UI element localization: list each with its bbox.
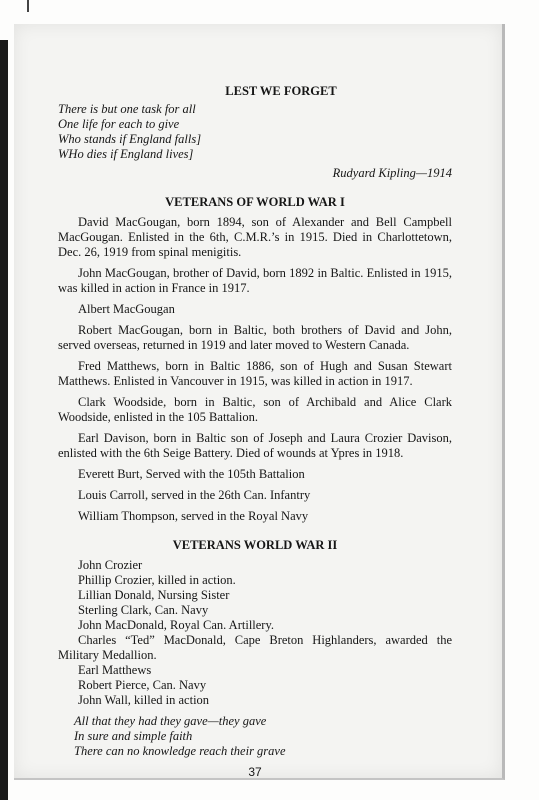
ww1-entry: Earl Davison, born in Baltic son of Joseph and Laura Crozier Davison, enlisted with the 6th Seige Battery. Died of wounds at Ypres in 1918. <box>58 431 452 460</box>
scan-artifact-mark <box>27 0 29 12</box>
ww1-entry: Everett Burt, Served with the 105th Battalion <box>78 467 305 481</box>
ww2-entry: Phillip Crozier, killed in action. <box>78 573 236 587</box>
poem-line: There is but one task for all <box>58 102 196 116</box>
ww2-entry: Sterling Clark, Can. Navy <box>78 603 209 617</box>
book-binding-edge <box>0 40 8 800</box>
page-title: LEST WE FORGET <box>225 84 337 98</box>
ww2-heading: VETERANS WORLD WAR II <box>172 538 338 552</box>
ww1-entry: Clark Woodside, born in Baltic, son of Archibald and Alice Clark Woodside, enlisted in the 105 Battalion. <box>58 395 452 424</box>
ww2-entry: John Wall, killed in action <box>78 693 210 707</box>
opening-poem <box>58 102 452 162</box>
closing-poem <box>58 714 452 759</box>
closing-poem-line: All that they had they gave—they gave <box>74 714 267 728</box>
ww1-entry: Robert MacGougan, born in Baltic, both brothers of David and John, served overseas, returned in 1919 and later moved to Western Canada. <box>58 323 452 352</box>
poem-attribution: Rudyard Kipling—1914 <box>332 166 452 180</box>
closing-poem-line: In sure and simple faith <box>74 729 193 743</box>
ww1-entry: William Thompson, served in the Royal Navy <box>78 509 309 523</box>
ww1-entry: Albert MacGougan <box>78 302 175 316</box>
ww2-entry: John MacDonald, Royal Can. Artillery. <box>78 618 275 632</box>
ww2-entry: Charles “Ted” MacDonald, Cape Breton Highlanders, awarded the Military Medallion. <box>58 633 452 662</box>
poem-line: One life for each to give <box>58 117 180 131</box>
ww2-entry: Robert Pierce, Can. Navy <box>78 678 207 692</box>
ww1-entry: John MacGougan, brother of David, born 1892 in Baltic. Enlisted in 1915, was killed in action in France in 1917. <box>58 266 452 295</box>
ww1-entry: Louis Carroll, served in the 26th Can. Infantry <box>78 488 311 502</box>
page-content <box>58 84 452 780</box>
poem-line: WHo dies if England lives] <box>58 147 194 161</box>
poem-line: Who stands if England falls] <box>58 132 202 146</box>
ww2-list <box>58 558 452 708</box>
ww2-entry: Earl Matthews <box>78 663 152 677</box>
ww1-entry: David MacGougan, born 1894, son of Alexander and Bell Campbell MacGougan. Enlisted in the 6th, C.M.R.’s in 1915. Died in Charlottetown, Dec. 26, 1919 from spinal menigitis. <box>58 215 452 259</box>
closing-poem-line: There can no knowledge reach their grave <box>74 744 286 758</box>
page-number: 37 <box>248 765 262 779</box>
ww1-entry: Fred Matthews, born in Baltic 1886, son of Hugh and Susan Stewart Matthews. Enlisted in Vancouver in 1915, was killed in action in 1917. <box>58 359 452 388</box>
ww2-entry: Lillian Donald, Nursing Sister <box>78 588 230 602</box>
ww1-heading: VETERANS OF WORLD WAR I <box>165 195 345 209</box>
ww2-entry: John Crozier <box>78 558 143 572</box>
